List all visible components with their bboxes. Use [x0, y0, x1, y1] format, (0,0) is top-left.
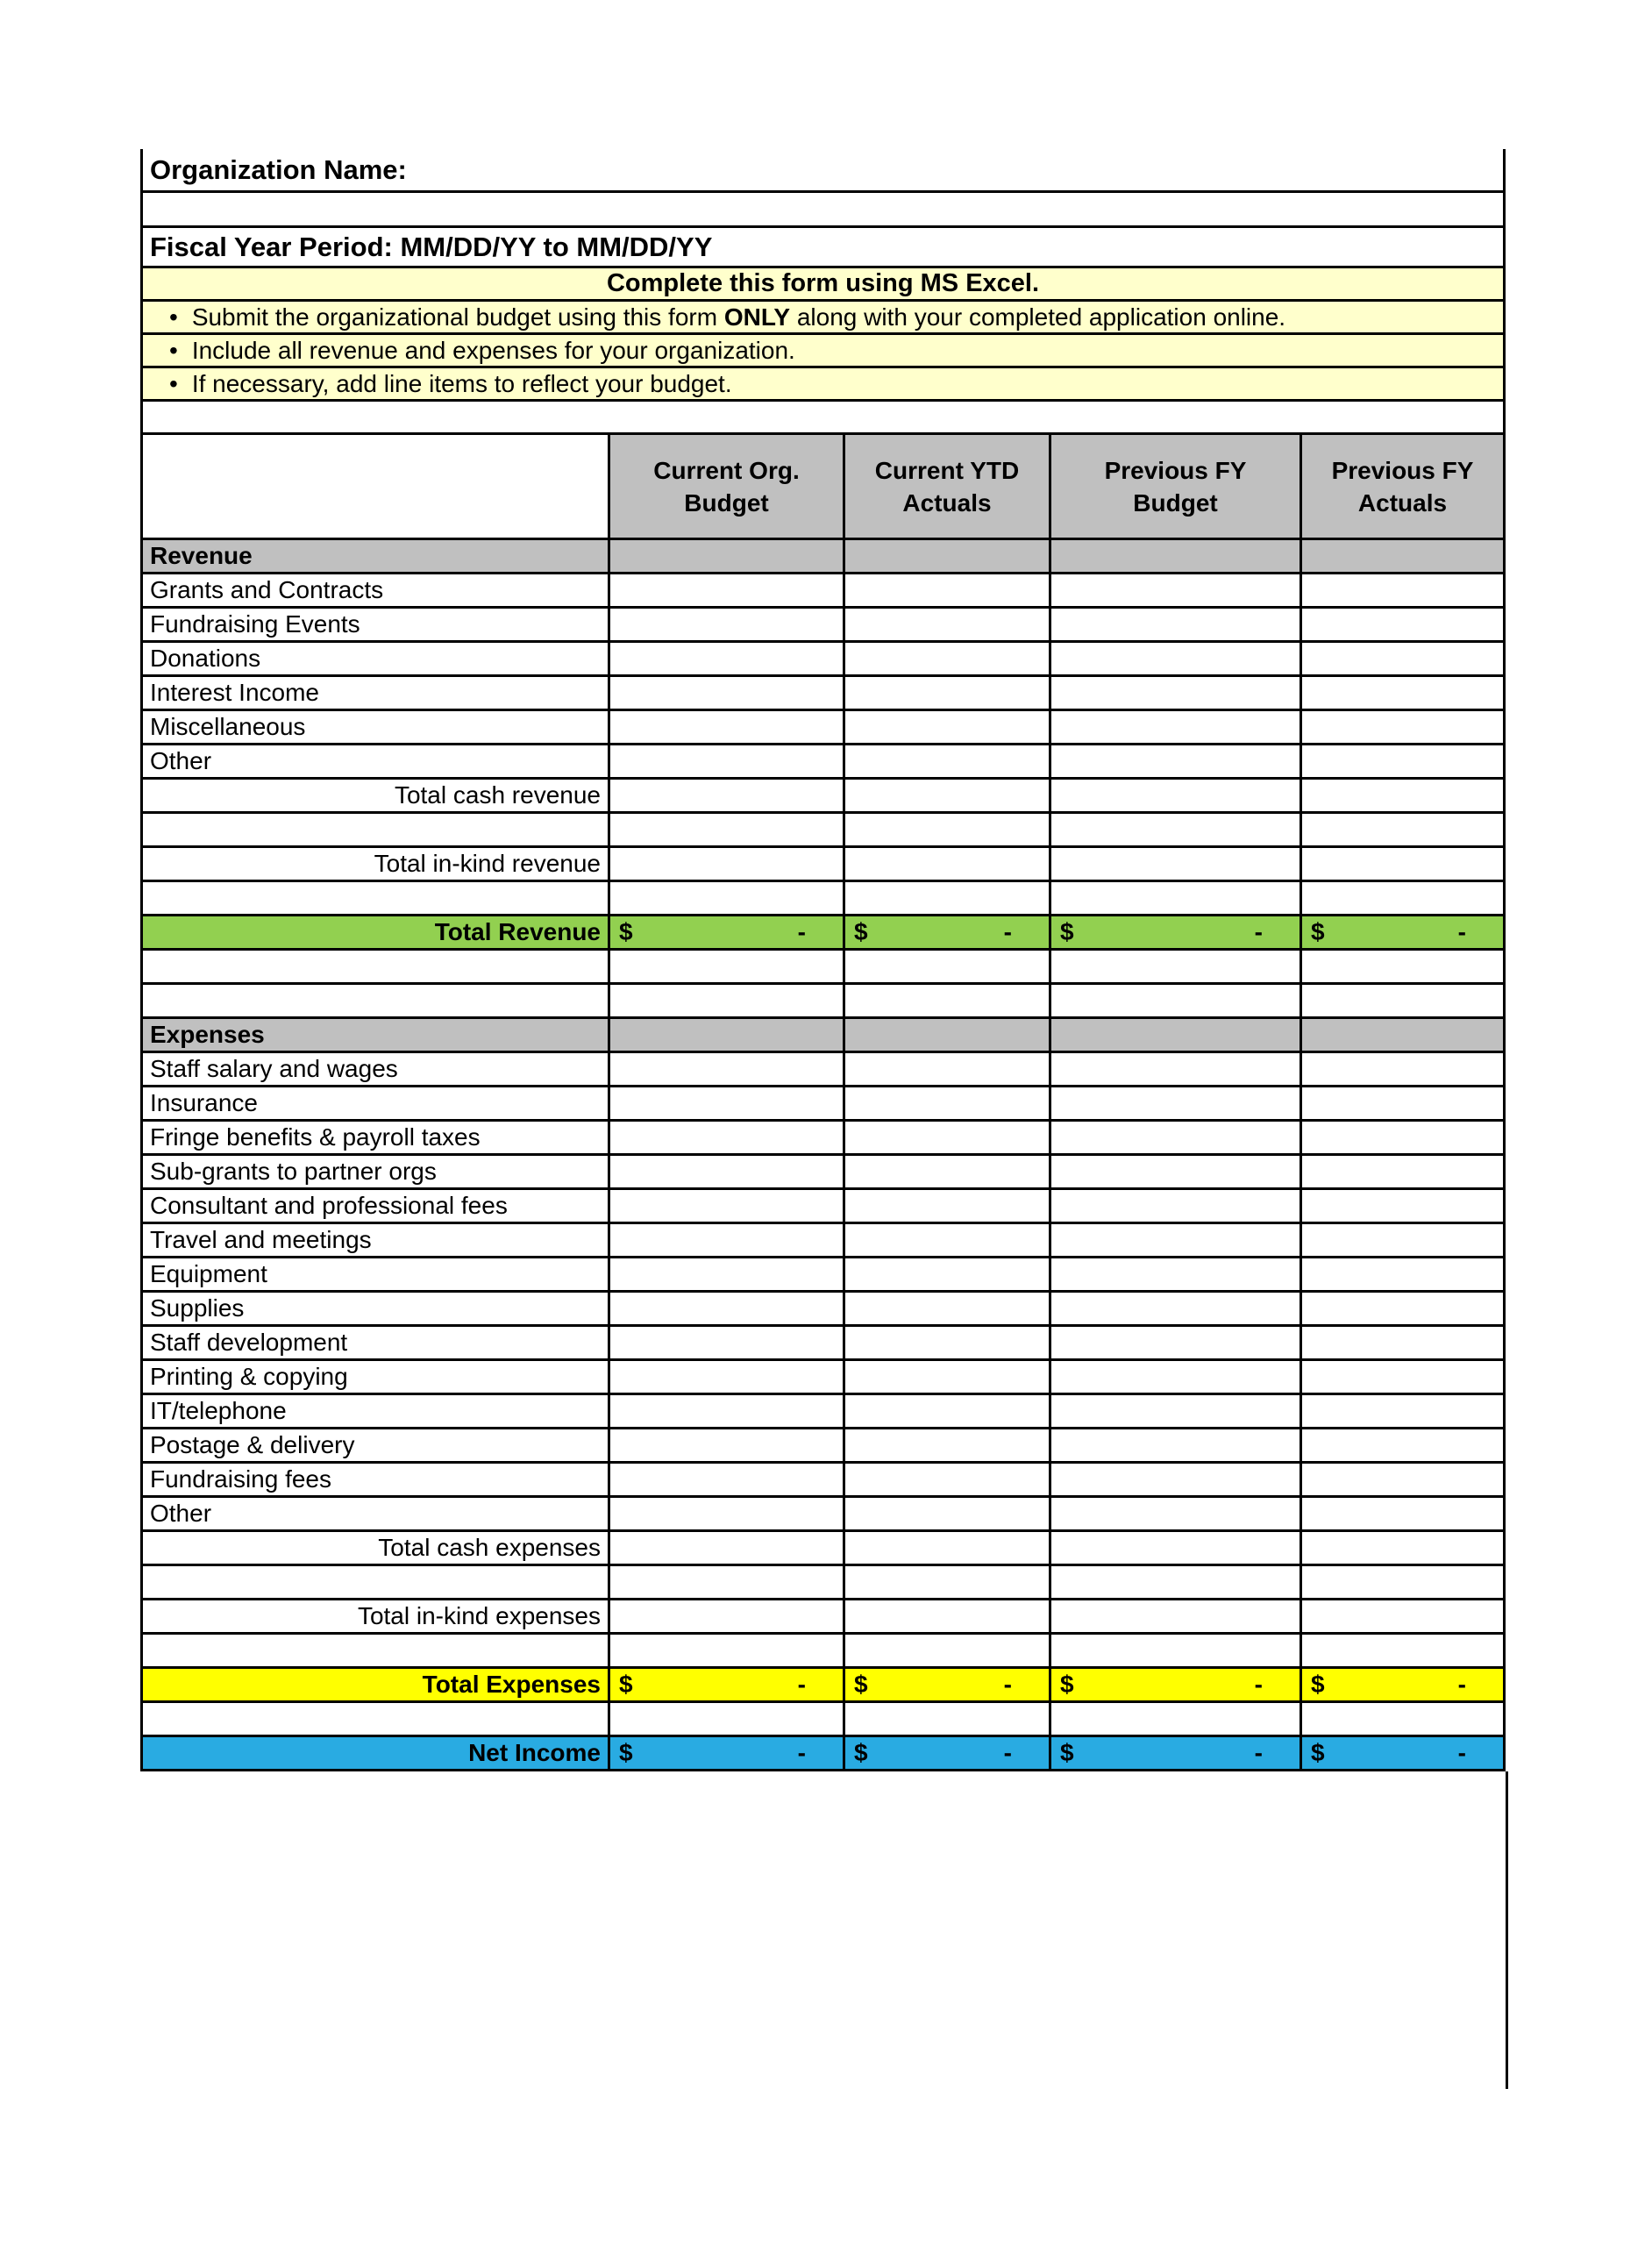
value-cell[interactable] [1302, 780, 1503, 811]
total-value-cell [1302, 1669, 1503, 1700]
total-value-cell [1051, 1669, 1302, 1700]
org-name-row[interactable] [140, 149, 1506, 193]
value-cell [610, 1019, 845, 1051]
value-cell [1302, 882, 1503, 914]
value-cell [1051, 1635, 1302, 1666]
currency-symbol: $ [1060, 1671, 1074, 1698]
row-miscellaneous [140, 711, 1506, 745]
value-cell[interactable] [1302, 1258, 1503, 1290]
zero-value: - [1457, 1739, 1466, 1766]
value-cell[interactable] [1302, 1464, 1503, 1495]
currency-symbol: $ [1311, 1671, 1325, 1698]
total-value-cell [845, 1669, 1051, 1700]
value-cell[interactable] [1302, 1395, 1503, 1427]
total-value-cell [1302, 916, 1503, 948]
value-cell[interactable] [1051, 643, 1302, 674]
value-cell[interactable] [610, 1087, 845, 1119]
value-cell[interactable] [1051, 1156, 1302, 1187]
zero-value: - [1457, 918, 1466, 945]
value-cell [1051, 540, 1302, 572]
value-cell [845, 882, 1051, 914]
value-cell [610, 1703, 845, 1735]
value-cell[interactable] [845, 1395, 1051, 1427]
col-header-current-org-budget: Current Org. Budget [610, 435, 845, 538]
value-cell[interactable] [610, 848, 845, 880]
value-cell[interactable] [1051, 1122, 1302, 1153]
row-staff-development [140, 1327, 1506, 1361]
value-cell[interactable] [1051, 711, 1302, 743]
row-blank-34 [140, 1703, 1506, 1737]
value-cell [610, 951, 845, 982]
zero-value: - [797, 1671, 806, 1698]
value-cell[interactable] [845, 1327, 1051, 1358]
row-label [143, 1703, 610, 1735]
budget-form-sheet [140, 149, 1506, 1771]
row-label: Printing & copying [143, 1361, 610, 1393]
instruction-title: Complete this form using MS Excel. [606, 269, 1040, 297]
bullet-text: If necessary, add line items to reflect your budget. [191, 369, 732, 397]
currency-symbol: $ [854, 1671, 868, 1698]
total-value-cell [1051, 916, 1302, 948]
currency-symbol: $ [1311, 918, 1325, 945]
row-interest-income [140, 677, 1506, 711]
zero-value: - [1003, 1671, 1012, 1698]
value-cell[interactable] [1302, 1361, 1503, 1393]
value-cell[interactable] [1051, 1087, 1302, 1119]
value-cell[interactable] [1302, 1498, 1503, 1529]
value-cell[interactable] [1302, 1224, 1503, 1256]
row-total-cash-expenses [140, 1532, 1506, 1566]
value-cell[interactable] [1051, 1498, 1302, 1529]
total-value-cell [1302, 1737, 1503, 1769]
currency-symbol: $ [619, 918, 633, 945]
row-label: Staff development [143, 1327, 610, 1358]
value-cell[interactable] [1051, 1053, 1302, 1085]
value-cell [845, 985, 1051, 1016]
value-cell [610, 1566, 845, 1598]
org-name-label: Organization Name: [150, 153, 407, 185]
value-cell[interactable] [845, 745, 1051, 777]
value-cell[interactable] [845, 643, 1051, 674]
row-it-telephone [140, 1395, 1506, 1429]
bullet-icon: • [169, 369, 178, 397]
row-revenue [140, 540, 1506, 574]
row-label: Donations [143, 643, 610, 674]
value-cell[interactable] [845, 677, 1051, 709]
row-donations [140, 643, 1506, 677]
value-cell[interactable] [845, 1532, 1051, 1564]
budget-grid [140, 540, 1506, 1771]
currency-symbol: $ [1060, 918, 1074, 945]
value-cell[interactable] [1302, 848, 1503, 880]
value-cell[interactable] [1051, 1224, 1302, 1256]
total-value-cell [610, 1669, 845, 1700]
row-label: IT/telephone [143, 1395, 610, 1427]
value-cell[interactable] [845, 1361, 1051, 1393]
value-cell[interactable] [1051, 1600, 1302, 1632]
row-label: Total cash revenue [143, 780, 610, 811]
row-label: Total in-kind expenses [143, 1600, 610, 1632]
row-staff-salary-and-wages [140, 1053, 1506, 1087]
table-corner-cell [143, 435, 610, 538]
value-cell [1051, 1019, 1302, 1051]
zero-value: - [1003, 1739, 1012, 1766]
value-cell[interactable] [610, 609, 845, 640]
value-cell[interactable] [1051, 780, 1302, 811]
instruction-title-row [140, 268, 1506, 302]
value-cell[interactable] [610, 780, 845, 811]
value-cell[interactable] [1051, 1532, 1302, 1564]
value-cell[interactable] [845, 780, 1051, 811]
row-label: Staff salary and wages [143, 1053, 610, 1085]
value-cell [845, 1566, 1051, 1598]
value-cell [1302, 814, 1503, 845]
value-cell[interactable] [610, 1053, 845, 1085]
value-cell[interactable] [610, 1224, 845, 1256]
value-cell[interactable] [845, 1498, 1051, 1529]
row-equipment [140, 1258, 1506, 1293]
row-label [143, 1635, 610, 1666]
value-cell [845, 540, 1051, 572]
col-header-previous-fy-actuals: Previous FY Actuals [1302, 435, 1503, 538]
row-fundraising-fees [140, 1464, 1506, 1498]
zero-value: - [1254, 918, 1263, 945]
row-label: Grants and Contracts [143, 574, 610, 606]
value-cell [610, 540, 845, 572]
value-cell[interactable] [1302, 643, 1503, 674]
value-cell[interactable] [845, 1258, 1051, 1290]
value-cell[interactable] [610, 677, 845, 709]
value-cell[interactable] [1302, 1532, 1503, 1564]
row-label [143, 951, 610, 982]
value-cell [1051, 951, 1302, 982]
bullet-icon: • [169, 303, 178, 331]
currency-symbol: $ [854, 918, 868, 945]
bullet-text-bold: ONLY [723, 303, 791, 331]
row-expenses [140, 1019, 1506, 1053]
value-cell[interactable] [1302, 1053, 1503, 1085]
fiscal-period-row[interactable] [140, 228, 1506, 268]
value-cell [845, 951, 1051, 982]
instruction-bullet-if-necessary [140, 368, 1506, 402]
value-cell[interactable] [845, 1053, 1051, 1085]
value-cell[interactable] [1302, 1087, 1503, 1119]
value-cell[interactable] [1302, 1429, 1503, 1461]
row-blank-13 [140, 985, 1506, 1019]
value-cell[interactable] [610, 745, 845, 777]
row-label: Fundraising fees [143, 1464, 610, 1495]
value-cell[interactable] [610, 1293, 845, 1324]
value-cell [610, 882, 845, 914]
value-cell[interactable] [1051, 1327, 1302, 1358]
row-label: Postage & delivery [143, 1429, 610, 1461]
value-cell[interactable] [610, 1395, 845, 1427]
value-cell[interactable] [1051, 1190, 1302, 1222]
bullet-text-pre: Submit the organizational budget using this form [191, 303, 724, 331]
row-label: Other [143, 745, 610, 777]
row-label: Expenses [143, 1019, 610, 1051]
row-insurance [140, 1087, 1506, 1122]
row-label: Insurance [143, 1087, 610, 1119]
value-cell[interactable] [1051, 574, 1302, 606]
value-cell [1051, 814, 1302, 845]
value-cell[interactable] [1302, 1156, 1503, 1187]
value-cell [1051, 1566, 1302, 1598]
row-blank-12 [140, 951, 1506, 985]
row-label: Total cash expenses [143, 1532, 610, 1564]
value-cell[interactable] [845, 1224, 1051, 1256]
value-cell[interactable] [1051, 677, 1302, 709]
total-value-cell [1051, 1737, 1302, 1769]
row-label: Net Income [143, 1737, 610, 1769]
value-cell[interactable] [1302, 745, 1503, 777]
value-cell [1302, 1635, 1503, 1666]
value-cell[interactable] [610, 711, 845, 743]
currency-symbol: $ [1311, 1739, 1325, 1766]
row-label: Consultant and professional fees [143, 1190, 610, 1222]
total-value-cell [610, 916, 845, 948]
total-value-cell [610, 1737, 845, 1769]
value-cell[interactable] [1051, 1464, 1302, 1495]
instruction-bullet-include [140, 335, 1506, 368]
value-cell[interactable] [1302, 1122, 1503, 1153]
value-cell [610, 814, 845, 845]
value-cell[interactable] [845, 1122, 1051, 1153]
row-other [140, 745, 1506, 780]
row-label [143, 1566, 610, 1598]
value-cell[interactable] [610, 1532, 845, 1564]
value-cell[interactable] [610, 1327, 845, 1358]
value-cell[interactable] [845, 1087, 1051, 1119]
total-value-cell [845, 916, 1051, 948]
value-cell [1302, 1703, 1503, 1735]
row-label [143, 985, 610, 1016]
value-cell[interactable] [1302, 711, 1503, 743]
value-cell [1302, 540, 1503, 572]
value-cell[interactable] [1051, 1395, 1302, 1427]
value-cell[interactable] [610, 1156, 845, 1187]
value-cell[interactable] [845, 609, 1051, 640]
value-cell [845, 1019, 1051, 1051]
row-label: Revenue [143, 540, 610, 572]
value-cell[interactable] [1302, 609, 1503, 640]
row-total-cash-revenue [140, 780, 1506, 814]
zero-value: - [1457, 1671, 1466, 1698]
value-cell [1051, 882, 1302, 914]
value-cell [1302, 985, 1503, 1016]
zero-value: - [1254, 1671, 1263, 1698]
value-cell [610, 1635, 845, 1666]
blank-row-top[interactable] [140, 193, 1506, 228]
currency-symbol: $ [854, 1739, 868, 1766]
value-cell[interactable] [1051, 848, 1302, 880]
bullet-icon: • [169, 336, 178, 364]
value-cell [1051, 1703, 1302, 1735]
currency-symbol: $ [619, 1739, 633, 1766]
value-cell[interactable] [845, 1600, 1051, 1632]
row-label: Fringe benefits & payroll taxes [143, 1122, 610, 1153]
row-travel-and-meetings [140, 1224, 1506, 1258]
currency-symbol: $ [1060, 1739, 1074, 1766]
value-cell[interactable] [845, 848, 1051, 880]
row-label: Total Revenue [143, 916, 610, 948]
currency-symbol: $ [619, 1671, 633, 1698]
value-cell[interactable] [610, 643, 845, 674]
value-cell[interactable] [845, 1464, 1051, 1495]
zero-value: - [797, 918, 806, 945]
spacer-row [140, 402, 1506, 435]
row-postage-delivery [140, 1429, 1506, 1464]
row-printing-copying [140, 1361, 1506, 1395]
row-label: Other [143, 1498, 610, 1529]
value-cell[interactable] [610, 1122, 845, 1153]
value-cell[interactable] [1302, 574, 1503, 606]
row-grants-and-contracts [140, 574, 1506, 609]
value-cell[interactable] [610, 574, 845, 606]
value-cell[interactable] [1051, 1258, 1302, 1290]
value-cell[interactable] [1302, 1190, 1503, 1222]
row-sub-grants-to-partner-orgs [140, 1156, 1506, 1190]
value-cell [1302, 1566, 1503, 1598]
bullet-text: Include all revenue and expenses for your organization. [191, 336, 795, 364]
row-label: Total Expenses [143, 1669, 610, 1700]
row-label: Fundraising Events [143, 609, 610, 640]
value-cell [1302, 951, 1503, 982]
value-cell [845, 814, 1051, 845]
zero-value: - [797, 1739, 806, 1766]
row-label: Equipment [143, 1258, 610, 1290]
row-blank-32 [140, 1635, 1506, 1669]
fiscal-period-label: Fiscal Year Period: MM/DD/YY to MM/DD/YY [150, 231, 713, 262]
row-label: Total in-kind revenue [143, 848, 610, 880]
value-cell [610, 985, 845, 1016]
value-cell[interactable] [1051, 609, 1302, 640]
value-cell[interactable] [1302, 1600, 1503, 1632]
value-cell[interactable] [1302, 1293, 1503, 1324]
row-blank-8 [140, 814, 1506, 848]
row-fundraising-events [140, 609, 1506, 643]
value-cell[interactable] [610, 1190, 845, 1222]
value-cell[interactable] [845, 711, 1051, 743]
row-label: Supplies [143, 1293, 610, 1324]
value-cell[interactable] [1051, 1293, 1302, 1324]
value-cell[interactable] [1302, 677, 1503, 709]
row-total-in-kind-revenue [140, 848, 1506, 882]
row-label: Interest Income [143, 677, 610, 709]
row-total-revenue [140, 916, 1506, 951]
value-cell[interactable] [1051, 1429, 1302, 1461]
row-blank-30 [140, 1566, 1506, 1600]
row-other [140, 1498, 1506, 1532]
row-consultant-and-professional-fees [140, 1190, 1506, 1224]
row-blank-10 [140, 882, 1506, 916]
col-header-previous-fy-budget: Previous FY Budget [1051, 435, 1302, 538]
zero-value: - [1003, 918, 1012, 945]
value-cell[interactable] [610, 1464, 845, 1495]
row-supplies [140, 1293, 1506, 1327]
row-label: Miscellaneous [143, 711, 610, 743]
zero-value: - [1254, 1739, 1263, 1766]
value-cell [845, 1635, 1051, 1666]
value-cell[interactable] [610, 1600, 845, 1632]
value-cell[interactable] [845, 574, 1051, 606]
row-fringe-benefits-payroll-taxes [140, 1122, 1506, 1156]
row-total-in-kind-expenses [140, 1600, 1506, 1635]
column-header-row [140, 435, 1506, 540]
value-cell[interactable] [845, 1190, 1051, 1222]
row-label [143, 882, 610, 914]
row-label [143, 814, 610, 845]
row-net-income [140, 1737, 1506, 1771]
value-cell [1302, 1019, 1503, 1051]
value-cell[interactable] [1302, 1327, 1503, 1358]
row-label: Travel and meetings [143, 1224, 610, 1256]
value-cell[interactable] [845, 1429, 1051, 1461]
value-cell [1051, 985, 1302, 1016]
value-cell[interactable] [845, 1156, 1051, 1187]
row-total-expenses [140, 1669, 1506, 1703]
value-cell[interactable] [610, 1361, 845, 1393]
value-cell[interactable] [1051, 745, 1302, 777]
value-cell[interactable] [610, 1498, 845, 1529]
sheet-right-edge-line [1506, 1771, 1508, 2089]
total-value-cell [845, 1737, 1051, 1769]
col-header-current-ytd-actuals: Current YTD Actuals [845, 435, 1051, 538]
row-label: Sub-grants to partner orgs [143, 1156, 610, 1187]
instruction-bullet-submit [140, 302, 1506, 335]
value-cell[interactable] [610, 1258, 845, 1290]
value-cell[interactable] [845, 1293, 1051, 1324]
value-cell [845, 1703, 1051, 1735]
bullet-text-post: along with your completed application online. [790, 303, 1286, 331]
value-cell[interactable] [610, 1429, 845, 1461]
value-cell[interactable] [1051, 1361, 1302, 1393]
